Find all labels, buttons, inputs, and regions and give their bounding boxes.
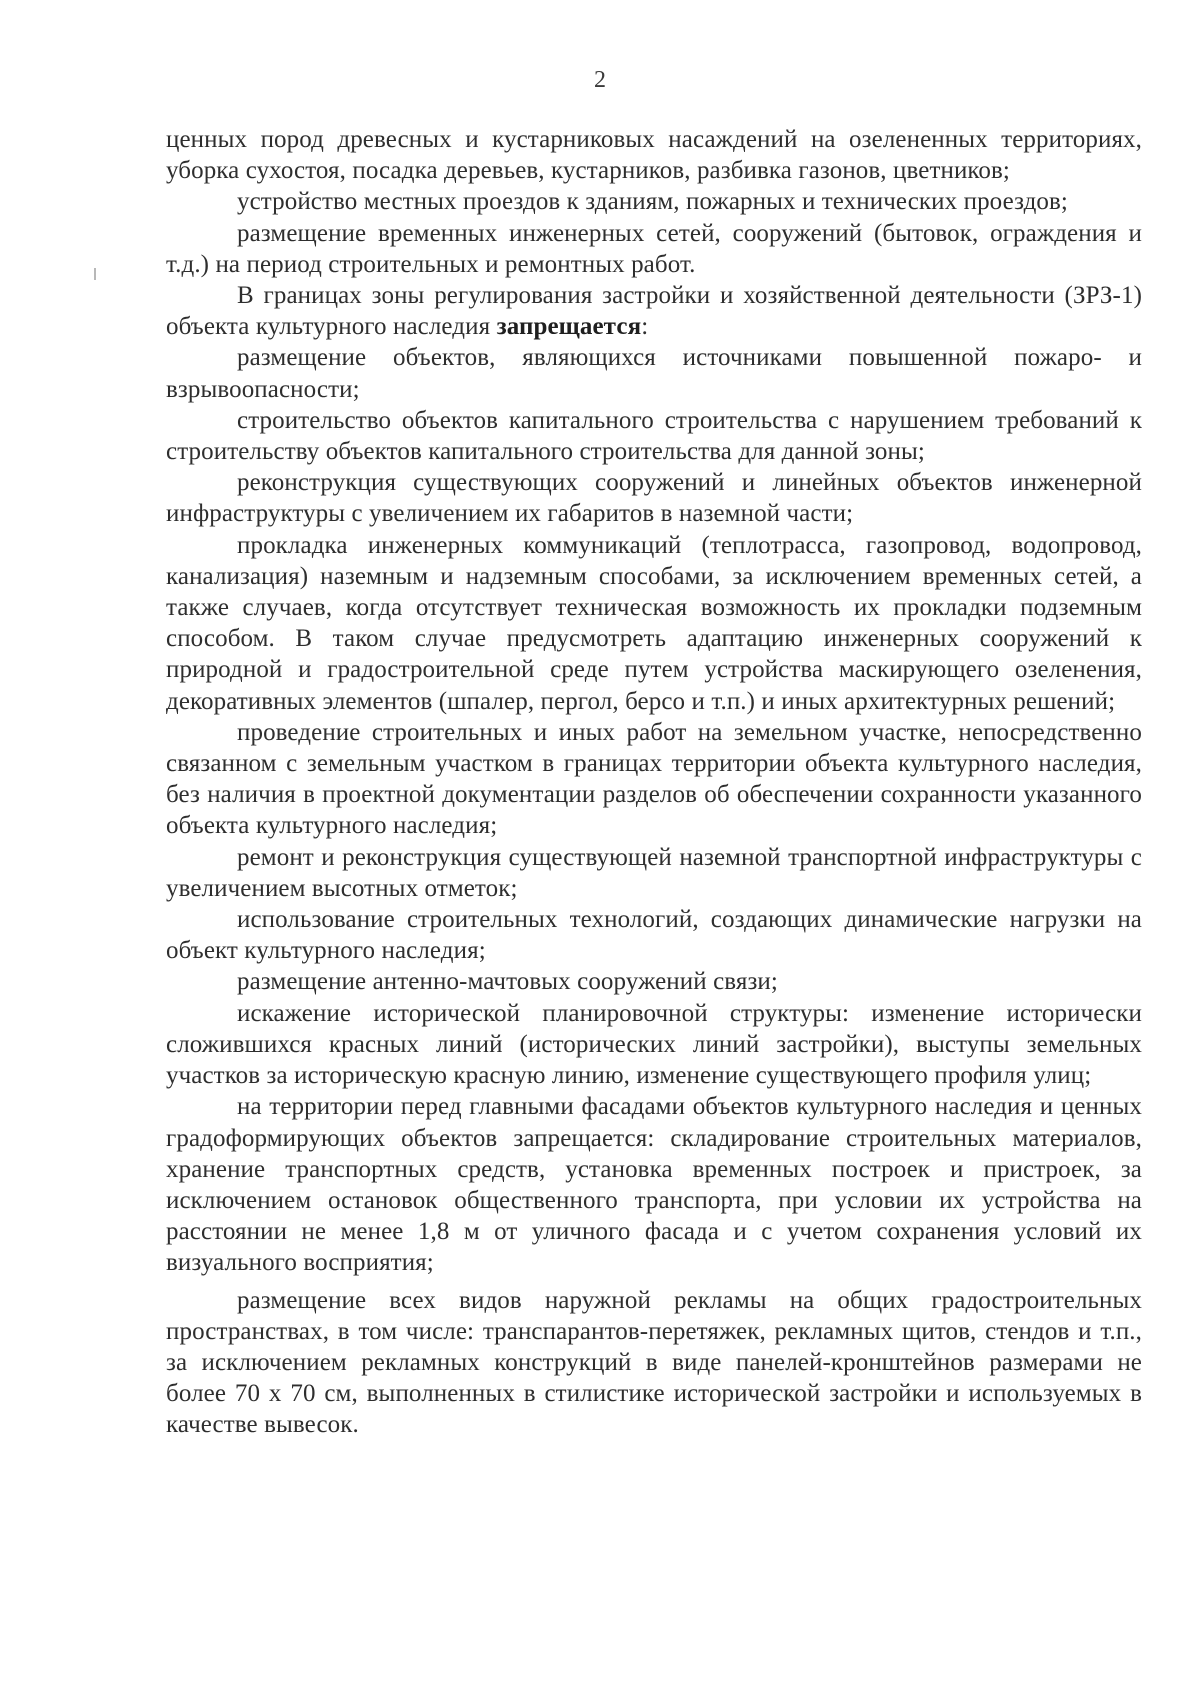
prohibited-emphasis: запрещается [496,313,642,341]
paragraph-item: проведение строительных и иных работ на земельном участке, непосредственно связанном с земельным участком в границах территории объекта культурного наследия, без наличия в проектной документации разделов об обеспечении сохранности указанного объекта культурного наследия; [166,718,1142,840]
paragraph-item: искажение исторической планировочной структуры: изменение исторически сложившихся красных линий (исторических линий застройки), выступы земельных участков за историческую красную линию, изменение существующего профиля улиц; [166,999,1142,1090]
document-body [166,124,1142,1441]
paragraph-item: использование строительных технологий, создающих динамические нагрузки на объект культурного наследия; [166,906,1142,965]
paragraph-text: В границах зоны регулирования застройки и хозяйственной деятельности (ЗРЗ-1) объекта культурного наследия [166,282,1142,341]
paragraph-prohibition-heading [166,280,1142,342]
paragraph-item: ремонт и реконструкция существующей наземной транспортной инфраструктуры с увеличением высотных отметок; [166,843,1142,902]
scan-mark [94,268,96,280]
paragraph-item: размещение антенно-мачтовых сооружений связи; [237,968,778,996]
paragraph-item: строительство объектов капитального строительства с нарушением требований к строительству объектов капитального строительства для данной зоны; [166,406,1142,466]
paragraph-item: реконструкция существующих сооружений и линейных объектов инженерной инфраструктуры с увеличением их габаритов в наземной части; [166,469,1142,528]
paragraph-item: на территории перед главными фасадами объектов культурного наследия и ценных градоформирующих объектов запрещается: складирование строительных материалов, хранение транспортных средств, установка временных построек и пристроек, за исключением остановок общественного транспорта, при условии их устройства на расстоянии не менее 1,8 м от уличного фасада и с учетом сохранения условий их визуального восприятия; [166,1093,1142,1277]
paragraph-punctuation: : [641,313,649,341]
paragraph-item: размещение объектов, являющихся источниками повышенной пожаро- и взрывоопасности; [166,344,1142,403]
paragraph-item: размещение временных инженерных сетей, сооружений (бытовок, ограждения и т.д.) на период строительных и ремонтных работ. [166,219,1142,278]
paragraph-item: устройство местных проездов к зданиям, пожарных и технических проездов; [237,188,1068,216]
page-number: 2 [594,67,606,93]
paragraph-item: прокладка инженерных коммуникаций (теплотрасса, газопровод, водопровод, канализация) наземным и надземным способами, за исключением временных сетей, а также случаев, когда отсутствует техническая возможность их прокладки подземным способом. В таком случае предусмотреть адаптацию инженерных сооружений к природной и градостроительной среде путем устройства маскирующего озеленения, декоративных элементов (шпалер, пергол, берсо и т.п.) и иных архитектурных решений; [166,531,1142,715]
paragraph-item: размещение всех видов наружной рекламы на общих градостроительных пространствах, в том числе: транспарантов-перетяжек, рекламных щитов, стендов и т.п., за исключением рекламных конструкций в виде панелей-кронштейнов размерами не более 70 х 70 см, выполненных в стилистике исторической застройки и используемых в качестве вывесок. [166,1286,1142,1439]
paragraph-continuation: ценных пород древесных и кустарниковых насаждений на озелененных территориях, уборка сухостоя, посадка деревьев, кустарников, разбивка газонов, цветников; [166,126,1142,185]
